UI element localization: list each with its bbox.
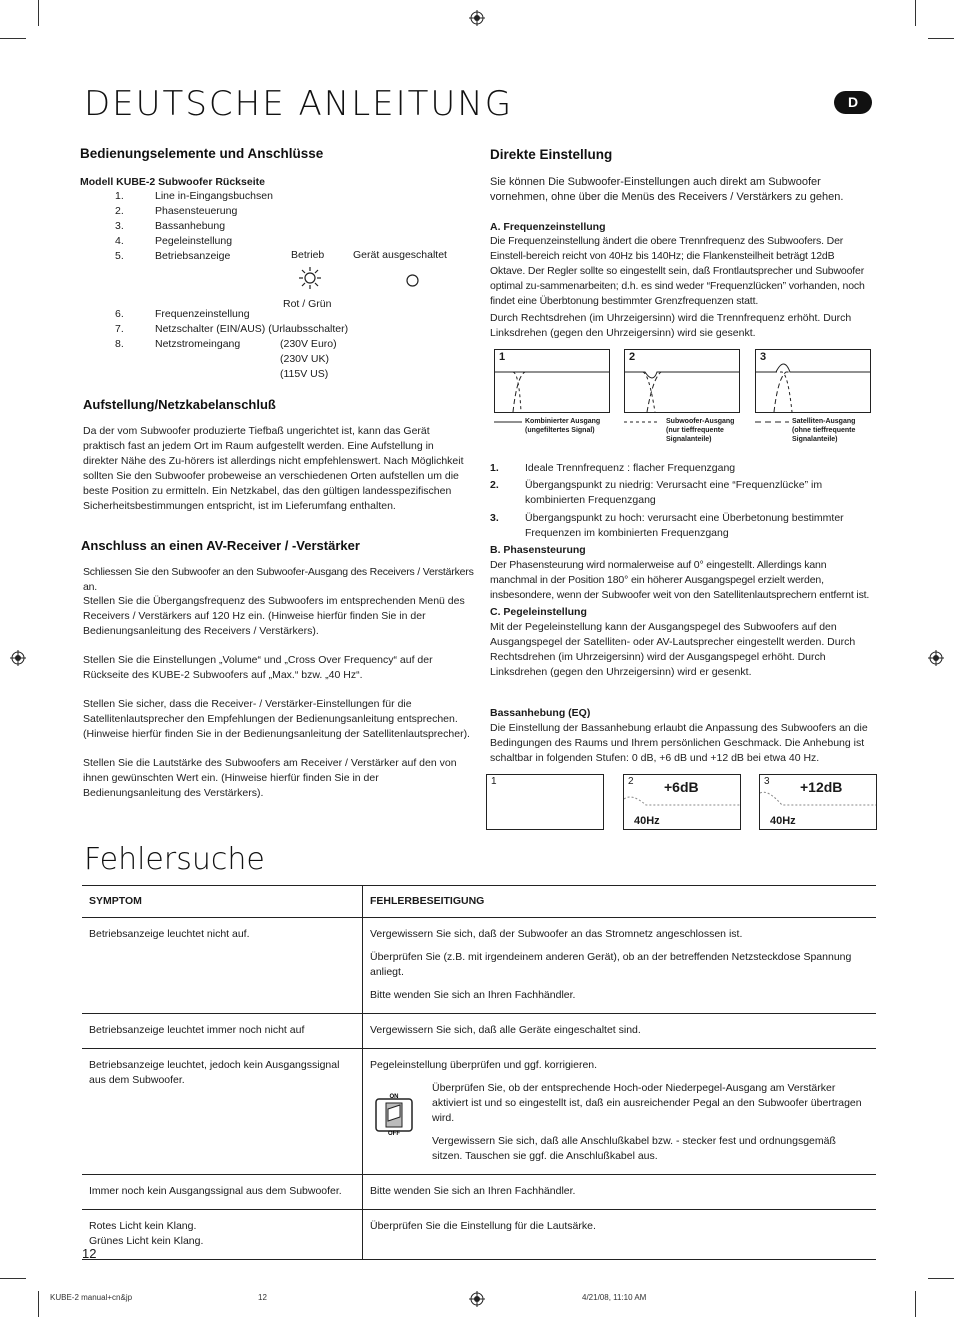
receiver-text-1: Schliessen Sie den Subwoofer an den Subwoofer-Ausgang des Receivers / Verstärkers an. bbox=[83, 566, 474, 593]
registration-mark-icon bbox=[10, 650, 26, 666]
eq-text: Die Einstellung der Bassanhebung erlaubt die Anpassung des Subwoofers an die Bedingungen des Raums und Ihrem persönlichen Geschmack. Die Anhebung ist schaltbar in folgenden Stufen: 0 dB, +6 dB und +12 dB bei etwa 40 Hz. bbox=[490, 722, 868, 764]
model-label: Modell KUBE-2 Subwoofer Rückseite bbox=[80, 176, 265, 188]
eq-heading: Bassanhebung (EQ) bbox=[490, 707, 591, 719]
crop-mark bbox=[0, 38, 26, 39]
fix-cell: Überprüfen Sie die Einstellung für die Lautsärke. bbox=[363, 1210, 877, 1260]
level-heading: C. Pegeleinstellung bbox=[490, 606, 587, 618]
crossover-graph-1: 1 bbox=[494, 349, 610, 413]
controls-list bbox=[155, 189, 285, 264]
crop-mark bbox=[38, 1291, 39, 1317]
freq-heading: A. Frequenzeinstellung bbox=[490, 221, 606, 233]
symptom-cell: Betriebsanzeige leuchtet, jedoch kein Ausgangssignal aus dem Subwoofer. bbox=[82, 1049, 363, 1175]
legend-subwoofer: Subwoofer-Ausgang (nur tieffrequente Signalanteile) bbox=[666, 418, 735, 443]
fix-cell: Bitte wenden Sie sich an Ihren Fachhändler. bbox=[363, 1175, 877, 1210]
receiver-text-3: Stellen Sie die Einstellungen „Volume“ und „Cross Over Frequency“ auf der Rückseite des KUBE-2 Subwoofers auf „Max.“ bzw. „40 Hz“. bbox=[83, 654, 433, 681]
table-row bbox=[82, 1014, 876, 1049]
list-item: Netzschalter (EIN/AUS) (Urlaubsschalter) bbox=[155, 323, 349, 335]
direct-heading: Direkte Einstellung bbox=[490, 147, 613, 162]
list-item: Netzstromeingang bbox=[155, 338, 241, 350]
symptom-cell: Betriebsanzeige leuchtet immer noch nicht auf bbox=[82, 1014, 363, 1049]
case-text: Übergangspunkt zu hoch: verursacht eine Überbetonung bestimmter Frequenzen im kombinierten Frequenzgang bbox=[525, 512, 844, 539]
crossover-graph-3: 3 bbox=[755, 349, 871, 413]
list-item: Betriebsanzeige bbox=[155, 250, 231, 262]
direct-intro: Sie können Die Subwoofer-Einstellungen auch direkt am Subwoofer vornehmen, ohne über die Menüs des Receivers / Verstärkers zu gehen. bbox=[490, 176, 844, 203]
legend-solid-line bbox=[494, 419, 522, 425]
crop-mark bbox=[915, 1291, 916, 1317]
table-row bbox=[82, 1175, 876, 1210]
page-title: DEUTSCHE ANLEITUNG bbox=[84, 84, 514, 124]
eq-box-1: 1 bbox=[486, 774, 604, 830]
status-colors-label: Rot / Grün bbox=[283, 298, 332, 310]
placement-heading: Aufstellung/Netzkabelanschluß bbox=[83, 397, 276, 412]
list-item: Line in-Eingangsbuchsen bbox=[155, 190, 273, 202]
crop-mark bbox=[928, 38, 954, 39]
list-item: Pegeleinstellung bbox=[155, 235, 233, 247]
voltage-list: (230V Euro) (230V UK) (115V US) bbox=[280, 338, 337, 380]
svg-text:ON: ON bbox=[389, 1094, 399, 1100]
freq-text: Die Frequenzeinstellung ändert die obere Trennfrequenz des Subwoofers. Der Einstell-bereich reicht von 40Hz bis 140Hz; die Flankensteilheit beträgt 12dB Oktave. Der Regler sollte so eingestellt sein, daß Frontlautsprecher und Subwoofer optimal zu-sammenarbeiten; d.h. es sind weder “Frequenzlücken” vorhanden, noch findet eine Überbtonung bestimmter Grenzfrequenzen statt. bbox=[490, 235, 865, 307]
controls-numbers: 1. 2. 3. 4. 5. bbox=[115, 190, 124, 262]
level-text: Mit der Pegeleinstellung kann der Ausgangspegel des Subwoofers auf den Ausgangspegel der Satelliten- oder AV-Lautsprecher eingestellt werden. Durch Rechtsdrehen (im Uhrzeigersinn) wird der Ausgangspegel erhöht. Durch Linksdrehen (gegen den Uhrzeigersinn) wird er gesenkt. bbox=[490, 621, 856, 678]
receiver-text-5: Stellen Sie die Lautstärke des Subwoofers am Receiver / Verstärker auf den von ihnen gewünschten Wert ein. (Hinweise hierfür finden Sie in der Bedienungsanleitung des Verstärkers). bbox=[83, 757, 457, 799]
list-item: Bassanhebung bbox=[155, 220, 226, 232]
case-text: Ideale Trennfrequenz : flacher Frequenzgang bbox=[525, 462, 736, 474]
phase-heading: B. Phasensteurung bbox=[490, 544, 586, 556]
eq-box-3: 3 +12dB 40Hz bbox=[759, 774, 877, 830]
legend-satellite: Satelliten-Ausgang (ohne tieffrequente Signalanteile) bbox=[792, 418, 856, 443]
eq-box-2: 2 +6dB 40Hz bbox=[623, 774, 741, 830]
fix-cell: Vergewissern Sie sich, daß alle Geräte eingeschaltet sind. bbox=[363, 1014, 877, 1049]
footer-page: 12 bbox=[258, 1293, 267, 1302]
crop-mark bbox=[38, 0, 39, 26]
symptom-cell: Betriebsanzeige leuchtet nicht auf. bbox=[82, 918, 363, 1014]
troubleshooting-title: Fehlersuche bbox=[84, 842, 265, 877]
case-number: 2. bbox=[490, 479, 499, 491]
registration-mark-icon bbox=[469, 10, 485, 26]
table-row bbox=[82, 1049, 876, 1175]
led-on-icon bbox=[299, 267, 321, 289]
legend-combined: Kombinierter Ausgang (ungefiltertes Signal) bbox=[525, 418, 601, 434]
crop-mark bbox=[0, 1278, 26, 1279]
controls-heading: Bedienungselemente und Anschlüsse bbox=[80, 146, 324, 161]
table-row bbox=[82, 918, 876, 1014]
registration-mark-icon bbox=[928, 650, 944, 666]
column-header-symptom: SYMPTOM bbox=[82, 886, 363, 918]
crop-mark bbox=[928, 1278, 954, 1279]
crossover-graph-2: 2 bbox=[624, 349, 740, 413]
led-off-icon bbox=[406, 274, 419, 287]
footer-filename: KUBE-2 manual+cn&jp bbox=[50, 1293, 133, 1302]
list-item: Phasensteuerung bbox=[155, 205, 238, 217]
phase-text: Der Phasensteurung wird normalerweise auf 0° eingestellt. Allerdings kann manchmal in der Position 180° ein höherer Ausgangspegel erzielt werden, insbesondere, wenn der Subwoofer weit von den Satellitenlautsprechern entfernt ist. bbox=[490, 559, 870, 601]
case-text: Übergangspunkt zu niedrig: Verursacht eine “Frequenzlücke” im kombinierten Frequenzgang bbox=[525, 479, 823, 506]
legend-dotted-line bbox=[624, 419, 660, 425]
legend-dashed-line bbox=[755, 419, 789, 425]
freq-text-2: Durch Rechtsdrehen (im Uhrzeigersinn) wird die Trennfrequenz erhöht. Durch Linksdrehen (gegen den Uhrzeigersinn) wird sie gesenkt. bbox=[490, 312, 852, 339]
symptom-cell: Immer noch kein Ausgangssignal aus dem Subwoofer. bbox=[82, 1175, 363, 1210]
list-item: Frequenzeinstellung bbox=[155, 308, 250, 320]
language-badge: D bbox=[834, 91, 872, 114]
case-number: 1. bbox=[490, 462, 499, 474]
power-switch-icon bbox=[372, 1091, 416, 1135]
registration-mark-icon bbox=[469, 1291, 485, 1307]
table-row bbox=[82, 1210, 876, 1260]
fix-cell: Vergewissern Sie sich, daß der Subwoofer an das Stromnetz angeschlossen ist. Überprüfen Sie (z.B. mit irgendeinem anderen Gerät), ob an der betreffenden Netzsteckdose Spannung anliegt. Bitte wenden Sie sich an Ihren Fachhändler. bbox=[363, 918, 877, 1014]
fix-cell: Pegeleinstellung überprüfen und ggf. korrigieren. ON OFF Überprüfen Sie, ob der entsprechende Hoch-oder Niederpegel-Ausgang am Verstärker aktiviert ist und so eingestellt ist, daß ein ausreichender Pegal an den Subwoofer übertragen wird. Vergewissern Sie sich, daß alle Anschlußkabel bzw. - stecker fest und ordnungsgemäß sitzen. Tauschen sie ggf. die Anschlußkabel aus. bbox=[363, 1049, 877, 1175]
receiver-heading: Anschluss an einen AV-Receiver / -Verstärker bbox=[81, 538, 360, 553]
case-number: 3. bbox=[490, 512, 499, 524]
page-number: 12 bbox=[82, 1246, 97, 1261]
placement-text: Da der vom Subwoofer produzierte Tiefbaß ungerichtet ist, kann das Gerät praktisch fast an jedem Ort im Raum aufgestellt werden. Eine Aufstellung in direkter Nähe des Zu-hörers ist allerdings nicht empfehlenswert. Nach Möglichkeit sollten Sie den Subwoofer probeweise an verschiedenen Orten aufstellen um die beste Position zu ermitteln. Ein Netzkabel, das den gültigen landesspezifischen Sicherheitsbestimmungen entspricht, ist im Lieferumfang enthalten. bbox=[83, 425, 464, 512]
status-on-label: Betrieb bbox=[291, 249, 325, 261]
controls-numbers: 6. 7. 8. bbox=[115, 308, 124, 350]
table-header-row bbox=[82, 886, 876, 918]
status-off-label: Gerät ausgeschaltet bbox=[353, 249, 447, 261]
receiver-text-2: Stellen Sie die Übergangsfrequenz des Subwoofers im entsprechenden Menü des Receivers / Verstärkers auf 120 Hz ein. (Hinweise hierfür finden Sie in der Bedienungsanleitung des Receivers / Verstärkers). bbox=[83, 595, 465, 637]
troubleshooting-table bbox=[82, 885, 876, 1260]
footer-date: 4/21/08, 11:10 AM bbox=[582, 1293, 647, 1302]
receiver-text-4: Stellen Sie sicher, dass die Receiver- / Verstärker-Einstellungen für die Satellitenlautsprecher den Empfehlungen der Bedienungsanleitung entsprechen. (Hinweise hierfür finden Sie in der Bedienungsanleitung der Satellitenlautsprecher). bbox=[83, 698, 470, 740]
crop-mark bbox=[915, 0, 916, 26]
svg-text:OFF: OFF bbox=[388, 1131, 400, 1135]
symptom-cell: Rotes Licht kein Klang. Grünes Licht kein Klang. bbox=[82, 1210, 363, 1260]
column-header-fix: FEHLERBESEITIGUNG bbox=[363, 886, 877, 918]
